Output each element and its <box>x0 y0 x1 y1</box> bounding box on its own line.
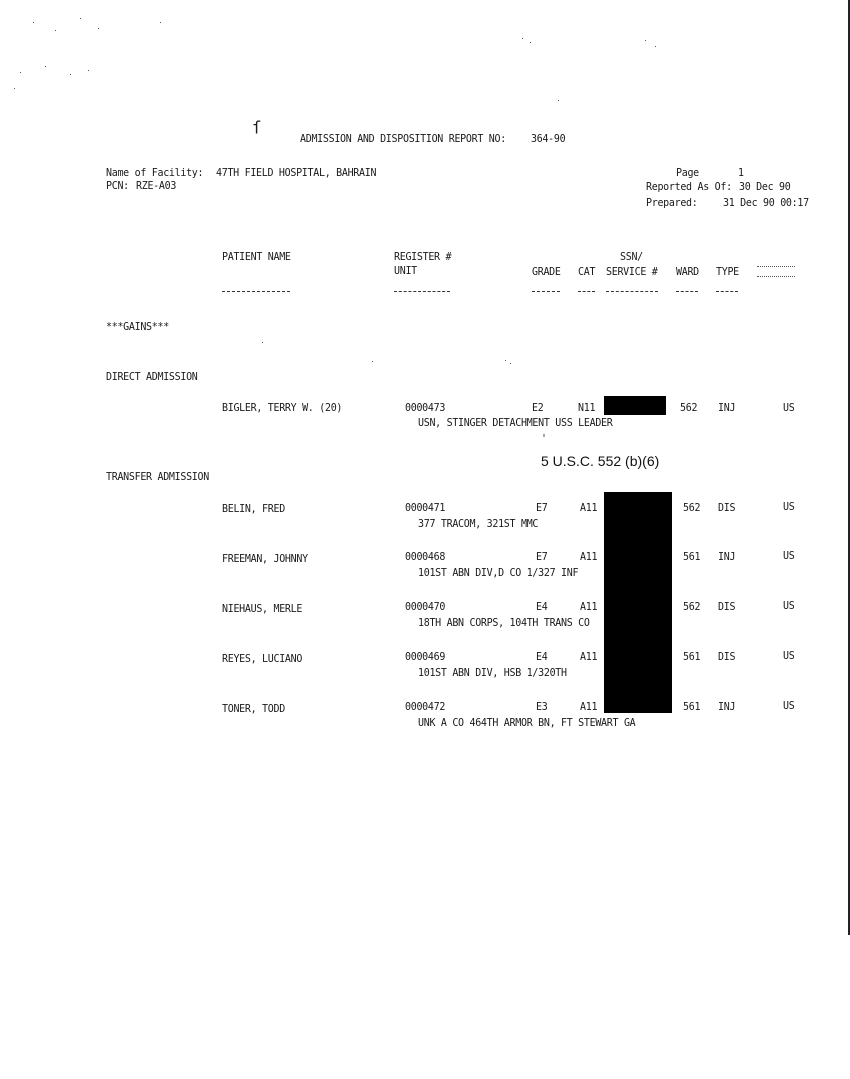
col-type: TYPE <box>716 266 739 279</box>
tick-mark: ' <box>541 433 547 446</box>
nationality: US <box>783 600 795 613</box>
col-ward: WARD <box>676 266 699 279</box>
unit: 101ST ABN DIV,D CO 1/327 INF <box>418 567 579 580</box>
register-number: 0000470 <box>405 601 446 614</box>
grade: E7 <box>536 551 548 564</box>
category: A11 <box>580 551 598 564</box>
unit: UNK A CO 464TH ARMOR BN, FT STEWART GA <box>418 717 636 730</box>
category: A11 <box>580 502 598 515</box>
type: INJ <box>718 701 736 714</box>
redaction-note: 5 U.S.C. 552 (b)(6) <box>541 453 660 469</box>
col-ssn: SSN/ <box>620 251 643 264</box>
col-service: SERVICE # <box>606 266 658 279</box>
facility-label: Name of Facility: <box>106 167 204 180</box>
patient-name: REYES, LUCIANO <box>222 653 303 666</box>
type: INJ <box>718 551 736 564</box>
patient-name: NIEHAUS, MERLE <box>222 603 303 616</box>
grade: E4 <box>536 601 548 614</box>
col-cat: CAT <box>578 266 596 279</box>
unit: USN, STINGER DETACHMENT USS LEADER <box>418 417 613 430</box>
pcn-label: PCN: <box>106 180 129 193</box>
patient-name: TONER, TODD <box>222 703 285 716</box>
grade: E4 <box>536 651 548 664</box>
grade: E2 <box>532 402 544 415</box>
section-direct: DIRECT ADMISSION <box>106 371 198 384</box>
underline-name <box>222 291 290 293</box>
reported-label: Reported As Of: <box>646 181 732 194</box>
nationality: US <box>783 700 795 713</box>
register-number: 0000468 <box>405 551 446 564</box>
report-title: ADMISSION AND DISPOSITION REPORT NO: <box>300 133 506 146</box>
pen-mark: ſ <box>252 117 262 138</box>
underline-register <box>394 291 450 293</box>
unit: 377 TRACOM, 321ST MMC <box>418 518 539 531</box>
col-register: REGISTER # <box>394 251 452 264</box>
register-number: 0000469 <box>405 651 446 664</box>
ward: 562 <box>683 601 701 614</box>
underline-type <box>716 291 738 293</box>
underline-ward <box>676 291 698 293</box>
patient-name: BELIN, FRED <box>222 503 285 516</box>
category: A11 <box>580 701 598 714</box>
ward: 561 <box>683 551 701 564</box>
col-unit: UNIT <box>394 265 417 278</box>
col-patient-name: PATIENT NAME <box>222 251 291 264</box>
category: A11 <box>580 601 598 614</box>
col-grade: GRADE <box>532 266 561 279</box>
category: A11 <box>580 651 598 664</box>
type: DIS <box>718 601 736 614</box>
ward: 561 <box>683 651 701 664</box>
underline-grade <box>532 291 560 293</box>
reported-date: 30 Dec 90 <box>739 181 791 194</box>
patient-name: FREEMAN, JOHNNY <box>222 553 308 566</box>
grade: E7 <box>536 502 548 515</box>
register-number: 0000473 <box>405 402 446 415</box>
nationality: US <box>783 402 795 415</box>
patient-name: BIGLER, TERRY W. (20) <box>222 402 343 415</box>
ward: 561 <box>683 701 701 714</box>
redacted-ssn <box>604 396 666 415</box>
unit: 101ST ABN DIV, HSB 1/320TH <box>418 667 567 680</box>
ward: 562 <box>683 502 701 515</box>
register-number: 0000472 <box>405 701 446 714</box>
type: DIS <box>718 502 736 515</box>
redacted-ssn-block <box>604 492 672 713</box>
grade: E3 <box>536 701 548 714</box>
page-label: Page <box>676 167 699 180</box>
prepared-label: Prepared: <box>646 197 698 210</box>
pcn-value: RZE-A03 <box>136 180 177 193</box>
register-number: 0000471 <box>405 502 446 515</box>
type: DIS <box>718 651 736 664</box>
nationality: US <box>783 550 795 563</box>
report-number: 364-90 <box>531 133 566 146</box>
facility-name: 47TH FIELD HOSPITAL, BAHRAIN <box>216 167 377 180</box>
nationality: US <box>783 650 795 663</box>
underline-service <box>606 291 658 293</box>
type: INJ <box>718 402 736 415</box>
category: N11 <box>578 402 596 415</box>
underline-cat <box>578 291 595 293</box>
col-obscured <box>757 266 795 277</box>
section-transfer: TRANSFER ADMISSION <box>106 471 209 484</box>
unit: 18TH ABN CORPS, 104TH TRANS CO <box>418 617 590 630</box>
page-number: 1 <box>738 167 744 180</box>
prepared-date: 31 Dec 90 00:17 <box>723 197 809 210</box>
nationality: US <box>783 501 795 514</box>
ward: 562 <box>680 402 698 415</box>
section-gains: ***GAINS*** <box>106 321 169 334</box>
